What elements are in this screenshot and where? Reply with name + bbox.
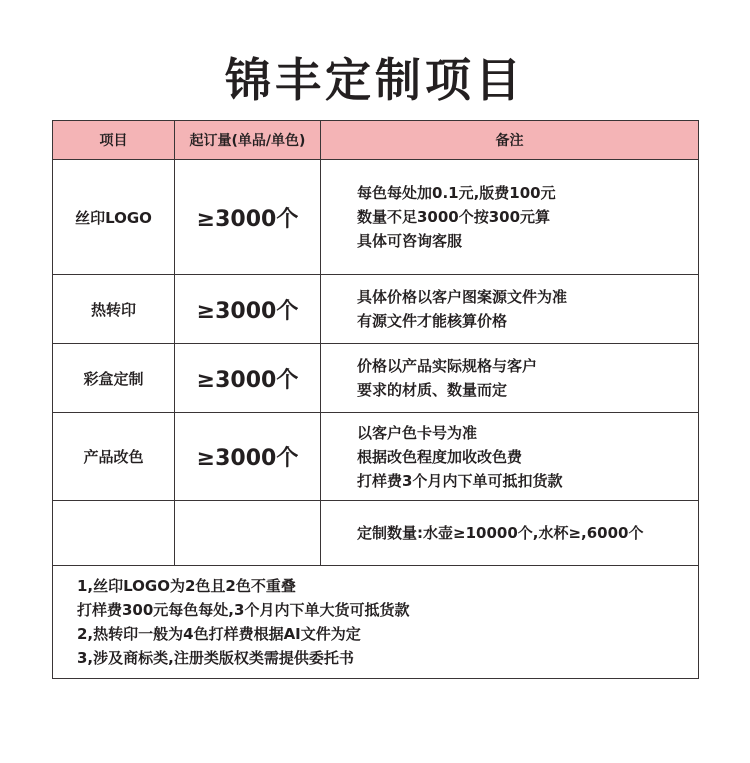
table-row [53, 160, 699, 275]
notes-cell [321, 344, 699, 413]
header-moq: 起订量(单品/单色) [175, 121, 321, 160]
note-line: 价格以产品实际规格与客户 [357, 357, 538, 375]
notes-cell [321, 413, 699, 501]
note-line: 打样费3个月内下单可抵扣货款 [357, 471, 563, 490]
table-header [53, 121, 699, 160]
footnotes-cell [53, 566, 699, 679]
footnotes-row [53, 566, 699, 679]
table-row [53, 501, 699, 566]
note-line: 定制数量:水壶≥10000个,水杯≥,6000个 [357, 524, 644, 542]
qty-cell: ≥3000个 [175, 344, 321, 413]
table-row [53, 275, 699, 344]
qty-cell: ≥3000个 [175, 160, 321, 275]
footnote-line: 2,热转印一般为4色打样费根据AI文件为定 [77, 625, 361, 643]
page-title: 锦丰定制项目 [225, 53, 525, 107]
qty-cell: ≥3000个 [175, 413, 321, 501]
footnote-line: 3,涉及商标类,注册类版权类需提供委托书 [77, 649, 354, 667]
notes-cell [321, 160, 699, 275]
note-line: 有源文件才能核算价格 [357, 312, 508, 330]
notes-cell [321, 275, 699, 344]
note-line: 要求的材质、数量而定 [357, 381, 508, 399]
notes-cell [321, 501, 699, 566]
item-cell: 热转印 [53, 275, 175, 344]
note-line: 每色每处加0.1元,版费100元 [357, 184, 556, 202]
item-cell: 丝印LOGO [53, 160, 175, 275]
customization-table [52, 120, 699, 679]
footnote-line: 打样费300元每色每处,3个月内下单大货可抵货款 [77, 601, 410, 619]
note-line: 具体价格以客户图案源文件为准 [357, 288, 568, 306]
table-row [53, 344, 699, 413]
note-line: 以客户色卡号为准 [357, 423, 478, 442]
note-line: 数量不足3000个按300元算 [357, 208, 551, 226]
header-item: 项目 [53, 121, 175, 160]
qty-cell [175, 501, 321, 566]
item-cell: 彩盒定制 [53, 344, 175, 413]
item-cell [53, 501, 175, 566]
note-line: 具体可咨询客服 [357, 232, 463, 250]
footnote-line: 1,丝印LOGO为2色且2色不重叠 [77, 577, 296, 595]
note-line: 根据改色程度加收改色费 [357, 447, 523, 466]
table-row [53, 413, 699, 501]
item-cell: 产品改色 [53, 413, 175, 501]
header-notes: 备注 [321, 121, 699, 160]
qty-cell: ≥3000个 [175, 275, 321, 344]
